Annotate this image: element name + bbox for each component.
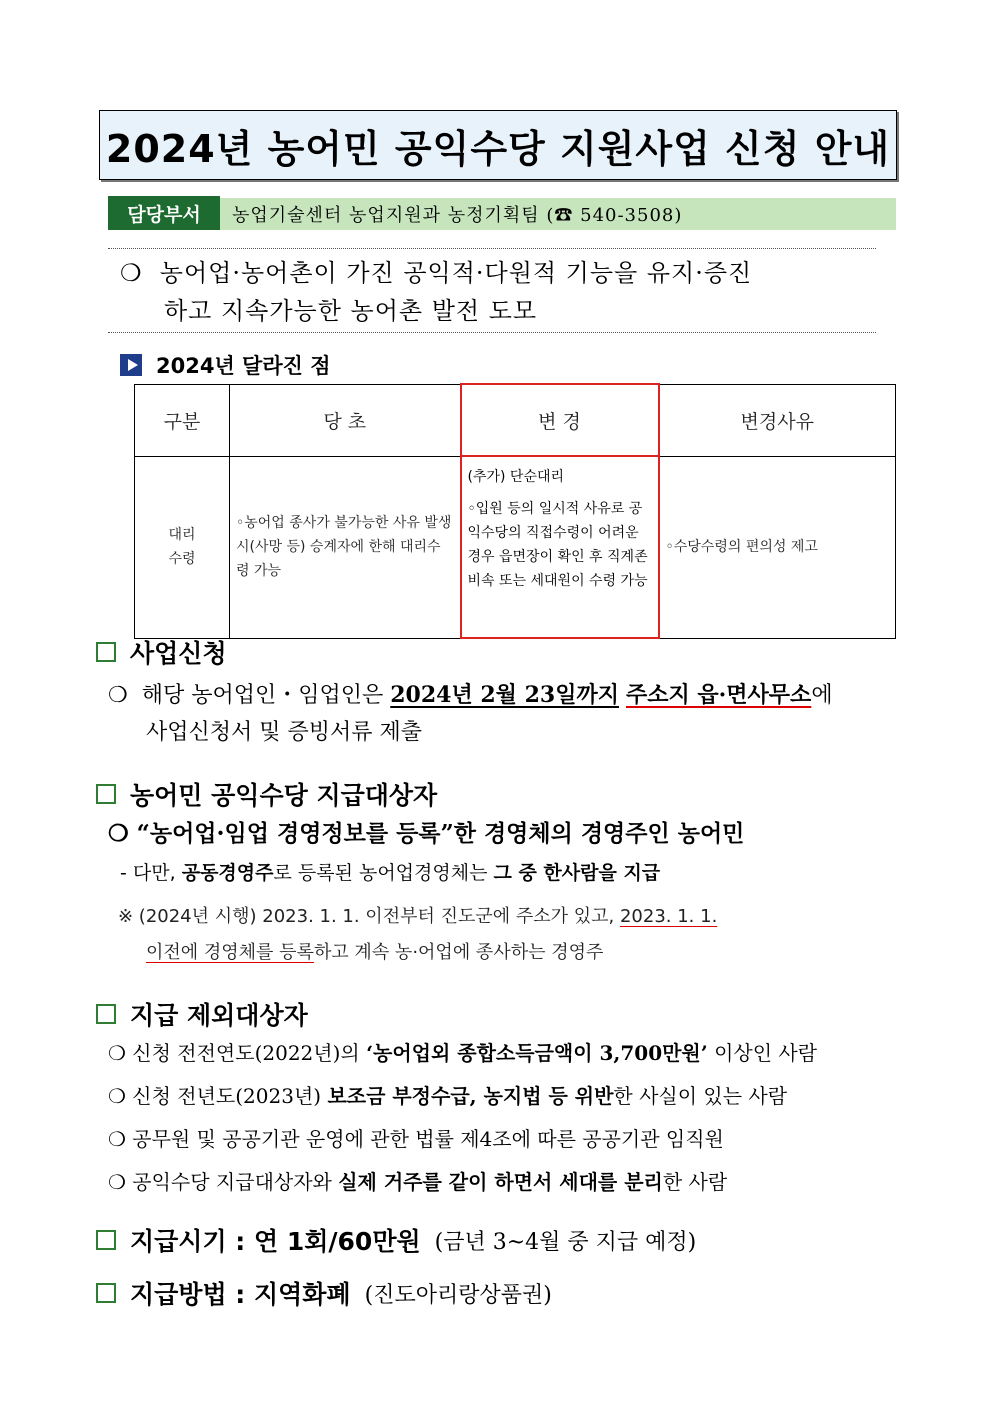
target-note-d: 하고 계속 농·어업에 종사하는 경영주: [313, 942, 604, 963]
page-title: 2024년 농어민 공익수당 지원사업 신청 안내: [105, 126, 891, 171]
exclude-2a: 신청 전년도(2023년): [132, 1084, 328, 1108]
exclude-2b: 보조금 부정수급, 농지법 등 위반: [327, 1084, 614, 1108]
exclude-item-3: ❍ 공무원 및 공공기관 운영에 관한 법률 제4조에 따른 공공기관 임직원: [108, 1127, 724, 1151]
table-cell-category: [135, 456, 230, 638]
target-sub-b: 공동경영주: [181, 862, 274, 884]
target-note-a: ※ (2024년 시행) 2023. 1. 1. 이전부터 진도군에 주소가 있고,: [118, 906, 620, 927]
target-note-line-2: [146, 936, 603, 970]
exclude-2c: 한 사실이 있는 사람: [613, 1084, 788, 1108]
exclude-4b: 실제 거주를 같이 하면서 세대를 분리: [338, 1170, 663, 1194]
table-cell-before: ◦농어업 종사가 불가능한 사유 발생시(사망 등) 승계자에 한해 대리수령 가능: [230, 456, 461, 638]
department-label: 담당부서: [108, 196, 220, 230]
checkbox-square-icon: [96, 1283, 116, 1303]
table-header-cell: 구분: [135, 384, 230, 456]
apply-place: 주소지 읍·면사무소: [625, 682, 812, 708]
changes-heading: [120, 350, 331, 380]
target-note-c: 이전에 경영체를 등록: [146, 942, 314, 963]
circle-bullet-icon: ❍: [120, 259, 143, 287]
table-header-cell: 변경사유: [659, 384, 896, 456]
department-contact: 농업기술센터 농업지원과 농정기획팀 (☎ 540-3508): [232, 205, 683, 226]
exclude-item-4: ❍ 공익수당 지급대상자와 실제 거주를 같이 하면서 세대를 분리한 사람: [108, 1170, 728, 1194]
checkbox-square-icon: [96, 784, 116, 804]
target-sub-a: - 다만,: [120, 862, 182, 884]
section-method: [96, 1275, 552, 1311]
apply-deadline: 2024년 2월 23일까지: [390, 682, 619, 708]
section-target-heading: 농어민 공익수당 지급대상자: [130, 781, 438, 810]
target-main-text: “농어업·임업 경영정보를 등록”한 경영체의 경영주인 농어민: [136, 820, 745, 847]
table-cell-after: [461, 456, 659, 638]
divider-bottom: [108, 332, 876, 333]
checkbox-square-icon: [96, 1230, 116, 1250]
target-note-line-1: [118, 900, 717, 934]
exclude-item-1: ❍ 신청 전전연도(2022년)의 ‘농어업외 종합소득금액이 3,700만원’ 이상인 사람: [108, 1041, 818, 1065]
changes-heading-text: 2024년 달라진 점: [156, 354, 331, 378]
table-header-row: [135, 384, 896, 456]
section-exclude: [96, 996, 308, 1032]
after-title: (추가) 단순대리: [467, 469, 565, 485]
method-note: (진도아리랑상품권): [364, 1282, 552, 1308]
category-line-2: 수령: [168, 551, 196, 567]
exclude-4a: 공익수당 지급대상자와: [132, 1170, 339, 1194]
section-apply: [96, 634, 227, 670]
purpose-line-2: 하고 지속가능한 농어촌 발전 도모: [164, 297, 538, 325]
apply-line-2: 사업신청서 및 증빙서류 제출: [146, 720, 423, 745]
apply-text-b: [619, 683, 626, 708]
exclude-1b: ‘농어업외 종합소득금액이 3,700만원’: [366, 1041, 708, 1065]
table-header-cell: 당 초: [230, 384, 461, 456]
divider-top: [108, 248, 876, 249]
apply-text-a: 해당 농어업인・임업인은: [141, 683, 391, 708]
page-title-box: [99, 110, 897, 180]
changes-table: [134, 383, 896, 639]
table-cell-reason: ◦수당수령의 편의성 제고: [659, 456, 896, 638]
purpose-line-1: 농어업·농어촌이 가진 공익적·다원적 기능을 유지·증진: [159, 259, 753, 287]
checkbox-square-icon: [96, 1004, 116, 1024]
after-text: ◦입원 등의 일시적 사유로 공익수당의 직접수령이 어려운 경우 읍면장이 확인 후 직계존비속 또는 세대원이 수령 가능: [467, 501, 648, 589]
category-line-1: 대리: [168, 527, 196, 543]
section-exclude-heading: 지급 제외대상자: [130, 1001, 308, 1030]
timing-note: (금년 3~4월 중 지급 예정): [434, 1229, 697, 1255]
table-header-cell: 변 경: [461, 384, 659, 456]
purpose-block: [120, 254, 752, 330]
exclude-1a: 신청 전전연도(2022년)의: [132, 1041, 367, 1065]
exclude-1c: 이상인 사람: [707, 1041, 818, 1065]
section-timing: [96, 1222, 696, 1258]
target-main: ❍ “농어업·임업 경영정보를 등록”한 경영체의 경영주인 농어민: [108, 820, 745, 847]
section-apply-heading: 사업신청: [130, 639, 227, 668]
method-label: 지급방법 : 지역화폐: [130, 1280, 351, 1309]
apply-line-1: ❍ 해당 농어업인・임업인은 2024년 2월 23일까지 주소지 읍·면사무소에: [108, 682, 833, 708]
play-arrow-icon: [120, 354, 142, 376]
apply-text-c: 에: [811, 683, 833, 708]
exclude-item-2: ❍ 신청 전년도(2023년) 보조금 부정수급, 농지법 등 위반한 사실이 있는 사람: [108, 1084, 788, 1108]
target-sub: [120, 856, 660, 890]
checkbox-square-icon: [96, 642, 116, 662]
target-note-b: 2023. 1. 1.: [619, 906, 718, 927]
exclude-4c: 한 사람: [662, 1170, 728, 1194]
timing-label: 지급시기 : 연 1회/60만원: [130, 1227, 421, 1256]
target-sub-c: 로 등록된 농어업경영체는: [273, 862, 494, 884]
section-target: [96, 776, 437, 812]
table-row: [135, 456, 896, 638]
exclude-3: 공무원 및 공공기관 운영에 관한 법률 제4조에 따른 공공기관 임직원: [132, 1127, 724, 1151]
target-sub-d: 그 중 한사람을 지급: [493, 862, 661, 884]
